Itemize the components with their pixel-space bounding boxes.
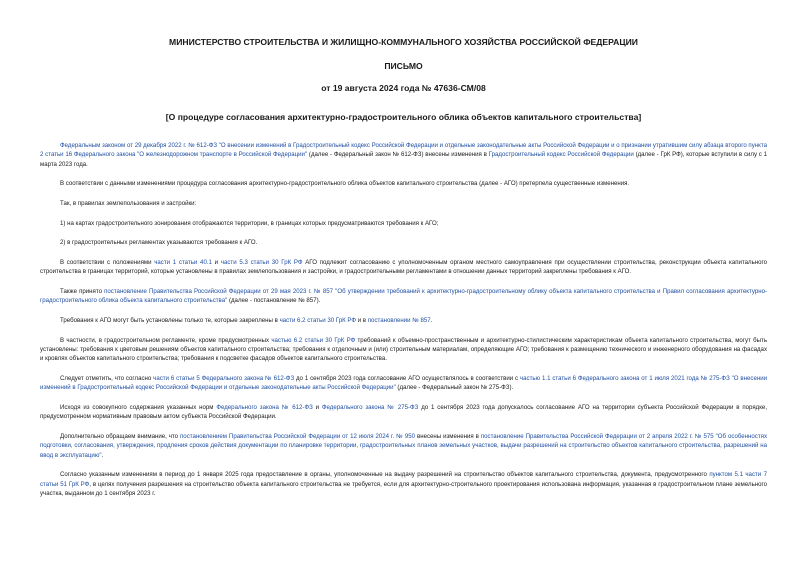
legal-reference-link[interactable]: частью 6.2 статьи 30 ГрК РФ <box>271 336 356 344</box>
legal-reference-link[interactable]: Федерального закона № 275-ФЗ <box>321 403 419 411</box>
legal-reference-link[interactable]: части 1 статьи 40.1 <box>154 259 212 267</box>
legal-reference-link[interactable]: части 6.2 статьи 30 ГрК РФ <box>279 317 357 324</box>
paragraph <box>40 470 767 498</box>
paragraph <box>40 316 767 325</box>
paragraph-text: . <box>430 317 433 324</box>
paragraph-text: Также принято <box>60 288 105 296</box>
paragraph <box>40 141 767 169</box>
paragraph-text: В соответствии с данными изменениями процедура согласования архитектурно-градостроительного облика объектов капитального строительства (далее - АГО) претерпела существенные изменения. <box>60 180 630 188</box>
paragraph <box>40 258 767 277</box>
paragraph-text: 2) в градостроительных регламентах указываются требования к АГО. <box>60 239 258 247</box>
legal-reference-link[interactable]: постановлении № 857 <box>367 317 431 324</box>
paragraph <box>40 432 767 460</box>
legal-reference-link[interactable]: пунктом 5.1 части 7 статьи 51 ГрК РФ <box>40 471 767 488</box>
paragraph-text: В частности, в градостроительном регламенте, кроме предусмотренных <box>60 336 272 344</box>
paragraph-text: и в <box>356 317 368 324</box>
paragraph-text: и <box>312 403 322 411</box>
paragraph-text: , в целях получения разрешения на строительство объекта капитального строительства не требуется, если для архитектурно-строительного проектирования использована информация, указанная в градостроительном плане земельного участка, выданном до 1 сентября 2023 г. <box>40 480 767 497</box>
paragraph-text: . <box>101 451 104 459</box>
paragraph <box>40 199 767 208</box>
legal-reference-link[interactable]: постановление Правительства Российской Федерации от 2 апреля 2022 г. № 575 "Об особенностях подготовки, согласования, утверждения, продления сроков действия документации по планировке территории, градостроительных планов земельных участков, выдачи разрешений на строительство объектов капитального строительства, разрешений на ввод в эксплуатацию" <box>40 432 767 459</box>
paragraph <box>40 403 767 422</box>
paragraph <box>40 219 767 228</box>
paragraph <box>40 336 767 364</box>
paragraph-text: Требования к АГО могут быть установлены только те, которые закреплены в <box>60 317 280 324</box>
legal-reference-link[interactable]: части 6 статьи 5 Федерального закона № 612-ФЗ <box>153 374 295 382</box>
document-subject: [О процедуре согласования архитектурно-градостроительного облика объектов капитального строительства] <box>165 112 642 122</box>
paragraph-text: (далее - ГрК РФ), которые вступили в силу с 1 марта 2023 года. <box>40 151 768 168</box>
legal-reference-link[interactable]: Градостроительный кодекс Российской Федерации <box>488 151 634 159</box>
paragraph <box>40 374 767 393</box>
legal-reference-link[interactable]: Федеральным законом от 29 декабря 2022 г. № 612-ФЗ "О внесении изменений в Градостроительный кодекс Российской Федерации и отдельные законодательные акты Российской Федерации и о признании утратившим силу абзаца второго пункта 2 статьи 16 Федерального закона "О железнодорожном транспорте в Российской Федерации" <box>40 142 767 159</box>
paragraph-text: до 1 сентября 2023 года согласование АГО осуществлялось в соответствии с <box>294 374 520 382</box>
paragraph-text: В соответствии с положениями <box>60 259 155 267</box>
paragraph-text: Исходя из совокупного содержания указанных норм <box>60 403 217 411</box>
paragraph-text: до 1 сентября 2023 года допускалось согласование АГО на территории субъекта Российской Федерации в порядке, предусмотренном нормативным правовым актом субъекта Российской Федерации. <box>40 403 768 421</box>
document-type: ПИСЬМО <box>384 61 423 71</box>
legal-reference-link[interactable]: частью 1.1 статьи 6 Федерального закона от 1 июля 2021 года № 275-ФЗ "О внесении изменений в Градостроительный кодекс Российской Федерации и отдельные законодательные акты Российской Федерации" <box>40 374 768 392</box>
letter-body <box>40 141 767 498</box>
document-date-number: от 19 августа 2024 года № 47636-СМ/08 <box>321 83 486 93</box>
paragraph <box>40 179 767 188</box>
legal-reference-link[interactable]: части 5.3 статьи 30 ГрК РФ <box>220 259 303 267</box>
paragraph-text: (далее - постановление № 857). <box>227 297 321 305</box>
paragraph-text: (далее - Федеральный закон № 275-ФЗ). <box>395 384 514 392</box>
paragraph-text: внесены изменения в <box>415 432 481 440</box>
ministry-heading: МИНИСТЕРСТВО СТРОИТЕЛЬСТВА И ЖИЛИЩНО-КОММУНАЛЬНОГО ХОЗЯЙСТВА РОССИЙСКОЙ ФЕДЕРАЦИИ <box>169 37 638 47</box>
legal-reference-link[interactable]: постановление Правительства Российской Федерации от 29 мая 2023 г. № 857 "Об утверждении требований к архитектурно-градостроительному облику объекта капитального строительства и Правил согласования архитектурно-градостроительного облика объекта капитального строительства" <box>40 288 767 305</box>
paragraph-text: (далее - Федеральный закон № 612-ФЗ) внесены изменения в <box>307 151 489 159</box>
paragraph-text: требований к объемно-пространственным и архитектурно-стилистическим характеристикам объекта капитального строительства, могут быть установлены: требования к цветовым решениям объектов капитального строительства; требования к отделочным и (или) строительным материалам, определяющие АГО; требования к размещению технического и инженерного оборудования на фасадах и кровлях объектов капитального строительства; требования к подсветке фасадов объектов капитального строительства. <box>40 336 767 363</box>
paragraph-text: и <box>211 259 221 267</box>
paragraph-text: АГО подлежит согласованию с уполномоченным органом местного самоуправления при осуществлении строительства, реконструкции объекта капитального строительства в границах территорий, которые установлены в правилах землепользования и застройки, и градостроительными регламентами в отношении данных территорий закреплены требования к АГО. <box>40 259 767 276</box>
paragraph-text: Так, в правилах землепользования и застройки: <box>60 199 197 207</box>
paragraph-text: Следует отметить, что согласно <box>60 374 154 382</box>
paragraph <box>40 287 767 306</box>
paragraph-text: Согласно указанным изменениям в период до 1 января 2025 года предоставление в органы, уполномоченные на выдачу разрешений на строительство объектов капитального строительства, документа, предусмотренного <box>60 471 710 479</box>
paragraph <box>40 238 767 247</box>
legal-reference-link[interactable]: Федерального закона № 612-ФЗ <box>216 403 313 411</box>
legal-reference-link[interactable]: постановлением Правительства Российской Федерации от 12 июля 2024 г. № 950 <box>180 432 416 440</box>
paragraph-text: 1) на картах градостроительного зонирования отображаются территории, в границах которых предусматриваются требования к АГО; <box>60 219 439 227</box>
paragraph-text: Дополнительно обращаем внимание, что <box>60 432 180 440</box>
